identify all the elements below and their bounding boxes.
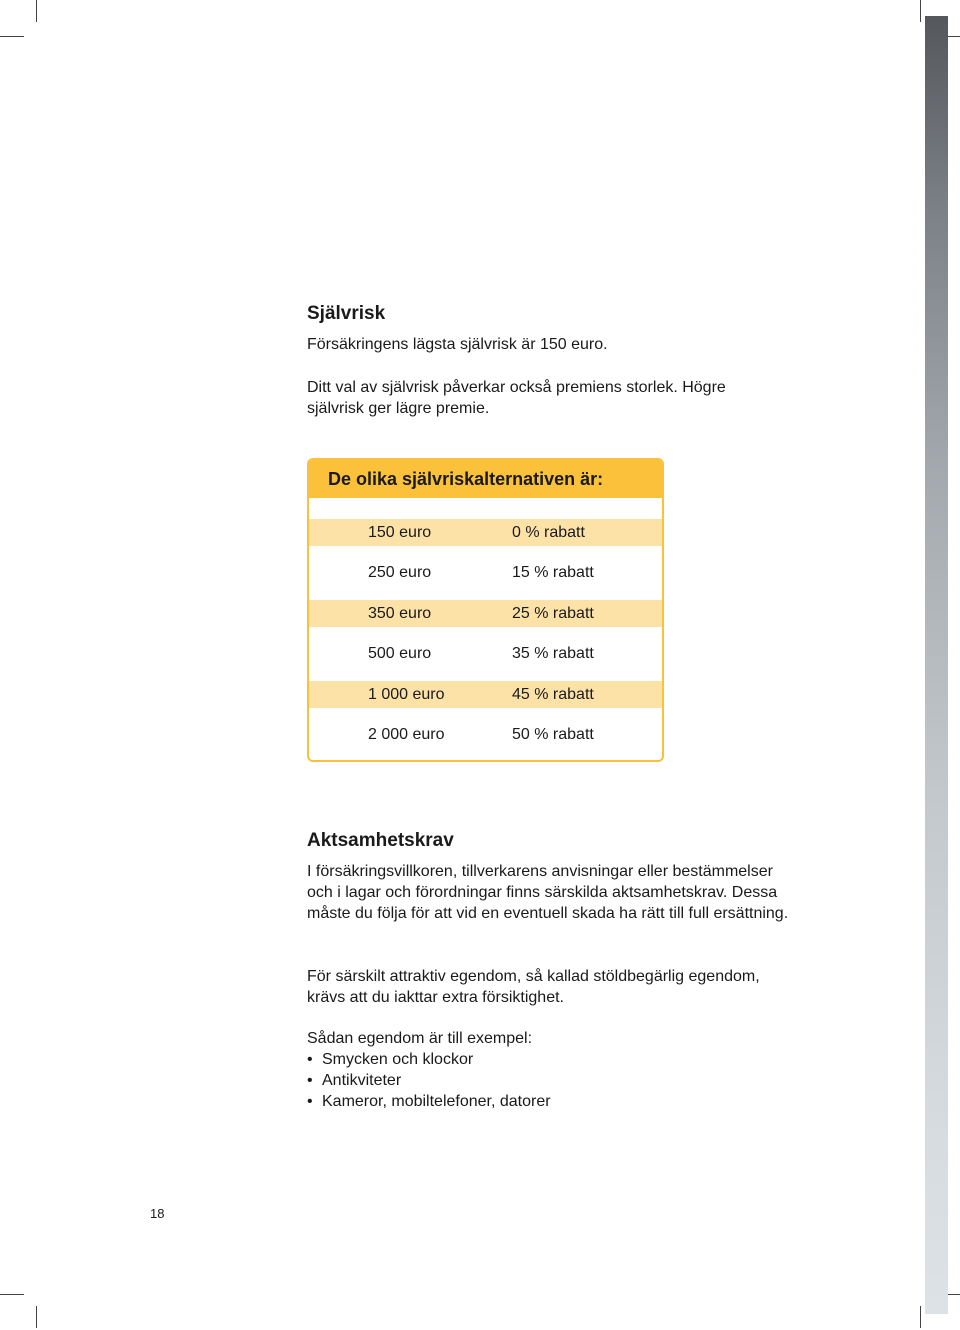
care-requirements-heading: Aktsamhetskrav (307, 830, 454, 851)
table-row (309, 722, 662, 749)
discount-value: 25 % rabatt (512, 604, 594, 622)
deductible-amount: 150 euro (368, 523, 432, 541)
page-number: 18 (150, 1206, 165, 1221)
crop-mark (920, 1306, 921, 1328)
discount-value: 15 % rabatt (512, 564, 594, 581)
valuable-items-list (307, 1049, 551, 1112)
discount-value: 45 % rabatt (512, 685, 594, 703)
crop-mark (0, 1294, 24, 1295)
table-row (309, 519, 662, 546)
table-row (309, 641, 662, 668)
self-deductible-heading: Självrisk (307, 303, 386, 324)
self-deductible-paragraph-1: Försäkringens lägsta självrisk är 150 euro. (307, 336, 608, 353)
table-title: De olika självriskalternativen är: (309, 460, 662, 498)
discount-value: 0 % rabatt (512, 523, 585, 541)
list-intro: Sådan egendom är till exempel: (307, 1030, 533, 1047)
deductible-amount: 350 euro (368, 604, 432, 622)
crop-mark (36, 0, 37, 22)
side-gradient-strip (925, 16, 948, 1314)
self-deductible-paragraph-2: Ditt val av självrisk påverkar också premiens storlek. Högre självrisk ger lägre premie. (307, 379, 726, 417)
deductible-amount: 250 euro (368, 564, 432, 581)
list-item: • Kameror, mobiltelefoner, datorer (307, 1091, 551, 1112)
deductible-amount: 1 000 euro (368, 685, 445, 703)
care-requirements-paragraph-2: För särskilt attraktiv egendom, så kallad stöldbegärlig egendom, krävs att du iakttar extra försiktighet. (307, 968, 760, 1006)
table-row (309, 681, 662, 708)
deductible-alternatives-table (307, 458, 664, 762)
deductible-amount: 500 euro (368, 645, 432, 662)
crop-mark (920, 0, 921, 22)
list-item: • Antikviteter (307, 1070, 551, 1091)
table-row (309, 600, 662, 627)
crop-mark (36, 1306, 37, 1328)
crop-mark (0, 36, 24, 37)
list-item: • Smycken och klockor (307, 1049, 551, 1070)
table-row (309, 560, 662, 587)
deductible-amount: 2 000 euro (368, 726, 445, 743)
discount-value: 50 % rabatt (512, 726, 594, 743)
discount-value: 35 % rabatt (512, 645, 594, 662)
care-requirements-paragraph-1: I försäkringsvillkoren, tillverkarens anvisningar eller bestämmelser och i lagar och förordningar finns särskilda aktsamhetskrav. Dessa måste du följa för att vid en eventuell skada ha rätt till full ersättning. (307, 863, 789, 922)
